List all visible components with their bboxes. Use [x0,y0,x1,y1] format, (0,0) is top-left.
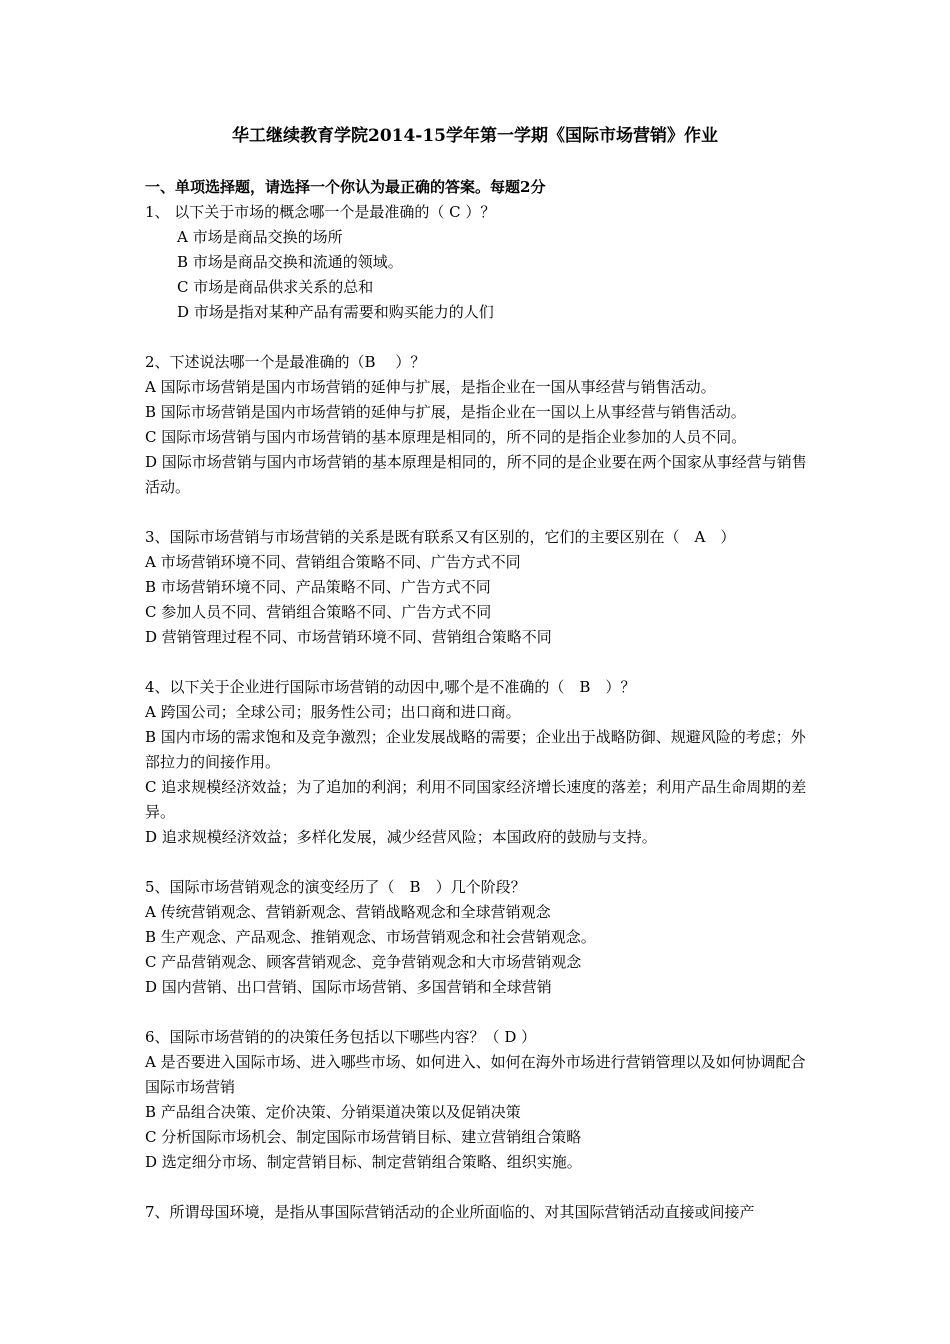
document-title: 华工继续教育学院2014-15学年第一学期《国际市场营销》作业 [231,126,719,146]
option-c: C 市场是商品供求关系的总和 [177,278,374,296]
option-a: A 市场营销环境不同、营销组合策略不同、广告方式不同 [145,553,521,571]
option-c: C 产品营销观念、顾客营销观念、竞争营销观念和大市场营销观念 [145,953,582,971]
question-stem: 6、国际市场营销的的决策任务包括以下哪些内容？（ D ） [145,1028,537,1046]
question-stem: 4、以下关于企业进行国际市场营销的动因中,哪个是不准确的（ B ）？ [145,678,636,696]
question-1 [145,200,815,325]
question-stem: 7、所谓母国环境，是指从事国际营销活动的企业所面临的、对其国际营销活动直接或间接产 [145,1203,755,1221]
option-b: B 市场营销环境不同、产品策略不同、广告方式不同 [145,578,491,596]
question-stem: 1、 以下关于市场的概念哪一个是最准确的（ C ）？ [145,203,496,221]
option-d: D 选定细分市场、制定营销目标、制定营销组合策略、组织实施。 [145,1153,582,1171]
question-stem: 3、国际市场营销与市场营销的关系是既有联系又有区别的，它们的主要区别在（ A ） [145,528,736,546]
option-b: B 生产观念、产品观念、推销观念、市场营销观念和社会营销观念。 [145,928,596,946]
document-body [145,175,815,1225]
question-stem: 2、下述说法哪一个是最准确的（B ）？ [145,353,426,371]
question-6 [145,1025,815,1175]
option-c: C 参加人员不同、营销组合策略不同、广告方式不同 [145,603,492,621]
option-a: A 跨国公司；全球公司；服务性公司；出口商和进口商。 [145,703,521,721]
option-c: C 分析国际市场机会、制定国际市场营销目标、建立营销组合策略 [145,1128,582,1146]
option-d: D 国内营销、出口营销、国际市场营销、多国营销和全球营销 [145,978,552,996]
option-a: A 传统营销观念、营销新观念、营销战略观念和全球营销观念 [145,903,551,921]
question-3 [145,525,815,650]
option-d: D 市场是指对某种产品有需要和购买能力的人们 [177,303,494,321]
question-2 [145,350,815,500]
option-a: A 市场是商品交换的场所 [177,228,343,246]
option-b: B 产品组合决策、定价决策、分销渠道决策以及促销决策 [145,1103,521,1121]
option-d: D 追求规模经济效益；多样化发展，减少经营风险；本国政府的鼓励与支持。 [145,828,657,846]
option-a: A 是否要进入国际市场、进入哪些市场、如何进入、如何在海外市场进行营销管理以及如何协调配合国际市场营销 [145,1053,806,1096]
question-4 [145,675,815,850]
option-d: D 营销管理过程不同、市场营销环境不同、营销组合策略不同 [145,628,552,646]
option-d: D 国际市场营销与国内市场营销的基本原理是相同的，所不同的是企业要在两个国家从事经营与销售活动。 [145,453,807,496]
option-a: A 国际市场营销是国内市场营销的延伸与扩展，是指企业在一国从事经营与销售活动。 [145,378,716,396]
option-c: C 国际市场营销与国内市场营销的基本原理是相同的，所不同的是指企业参加的人员不同。 [145,428,747,446]
section-heading: 一、单项选择题，请选择一个你认为最正确的答案。每题2分 [145,178,546,196]
question-7 [145,1200,815,1225]
option-b: B 国内市场的需求饱和及竞争激烈；企业发展战略的需要；企业出于战略防御、规避风险的考虑；外部拉力的间接作用。 [145,728,806,771]
option-b: B 国际市场营销是国内市场营销的延伸与扩展，是指企业在一国以上从事经营与销售活动。 [145,403,746,421]
question-stem: 5、国际市场营销观念的演变经历了（ B ）几个阶段？ [145,878,526,896]
question-5 [145,875,815,1000]
option-c: C 追求规模经济效益；为了追加的利润；利用不同国家经济增长速度的落差；利用产品生命周期的差异。 [145,778,807,821]
option-b: B 市场是商品交换和流通的领域。 [177,253,403,271]
